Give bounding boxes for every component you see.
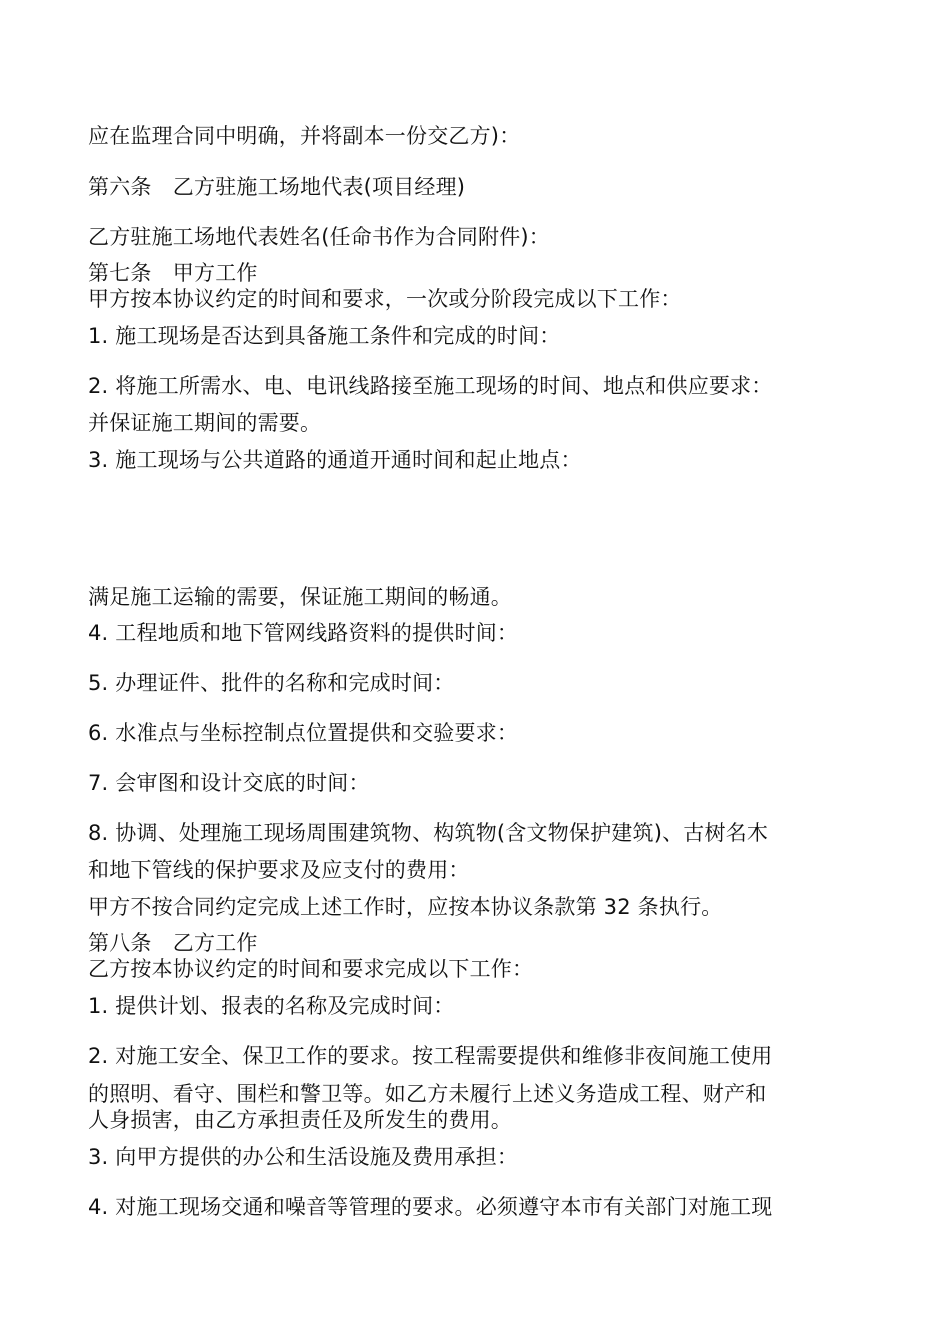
text-line: 满足施工运输的需要，保证施工期间的畅通。: [88, 585, 512, 609]
text-line: 并保证施工期间的需要。: [88, 411, 322, 435]
list-item: 4. 工程地质和地下管网线路资料的提供时间：: [88, 621, 519, 645]
list-item: 8. 协调、处理施工现场周围建筑物、构筑物(含文物保护建筑)、古树名木: [88, 821, 769, 845]
text-line: 和地下管线的保护要求及应支付的费用：: [88, 858, 470, 882]
text-line: 应在监理合同中明确，并将副本一份交乙方)：: [88, 124, 521, 148]
text-line: 人身损害，由乙方承担责任及所发生的费用。: [88, 1108, 512, 1132]
text-line: 甲方按本协议约定的时间和要求，一次或分阶段完成以下工作：: [88, 287, 682, 311]
text-line: 乙方按本协议约定的时间和要求完成以下工作：: [88, 957, 534, 981]
list-item: 2. 将施工所需水、电、电讯线路接至施工现场的时间、地点和供应要求：: [88, 374, 773, 398]
section-heading: 第六条 乙方驻施工场地代表(项目经理): [88, 175, 466, 199]
text-line: 甲方不按合同约定完成上述工作时，应按本协议条款第 32 条执行。: [88, 895, 723, 919]
section-heading: 第八条 乙方工作: [88, 931, 258, 955]
section-heading: 第七条 甲方工作: [88, 261, 258, 285]
text-line: 的照明、看守、围栏和警卫等。如乙方未履行上述义务造成工程、财产和: [88, 1082, 767, 1106]
list-item: 3. 施工现场与公共道路的通道开通时间和起止地点：: [88, 448, 582, 472]
list-item: 4. 对施工现场交通和噪音等管理的要求。必须遵守本市有关部门对施工现: [88, 1195, 773, 1219]
list-item: 6. 水准点与坐标控制点位置提供和交验要求：: [88, 721, 519, 745]
list-item: 1. 施工现场是否达到具备施工条件和完成的时间：: [88, 324, 561, 348]
text-line: 乙方驻施工场地代表姓名(任命书作为合同附件)：: [88, 225, 550, 249]
list-item: 1. 提供计划、报表的名称及完成时间：: [88, 994, 455, 1018]
list-item: 5. 办理证件、批件的名称和完成时间：: [88, 671, 455, 695]
list-item: 2. 对施工安全、保卫工作的要求。按工程需要提供和维修非夜间施工使用: [88, 1044, 773, 1068]
list-item: 3. 向甲方提供的办公和生活设施及费用承担：: [88, 1145, 519, 1169]
list-item: 7. 会审图和设计交底的时间：: [88, 771, 370, 795]
